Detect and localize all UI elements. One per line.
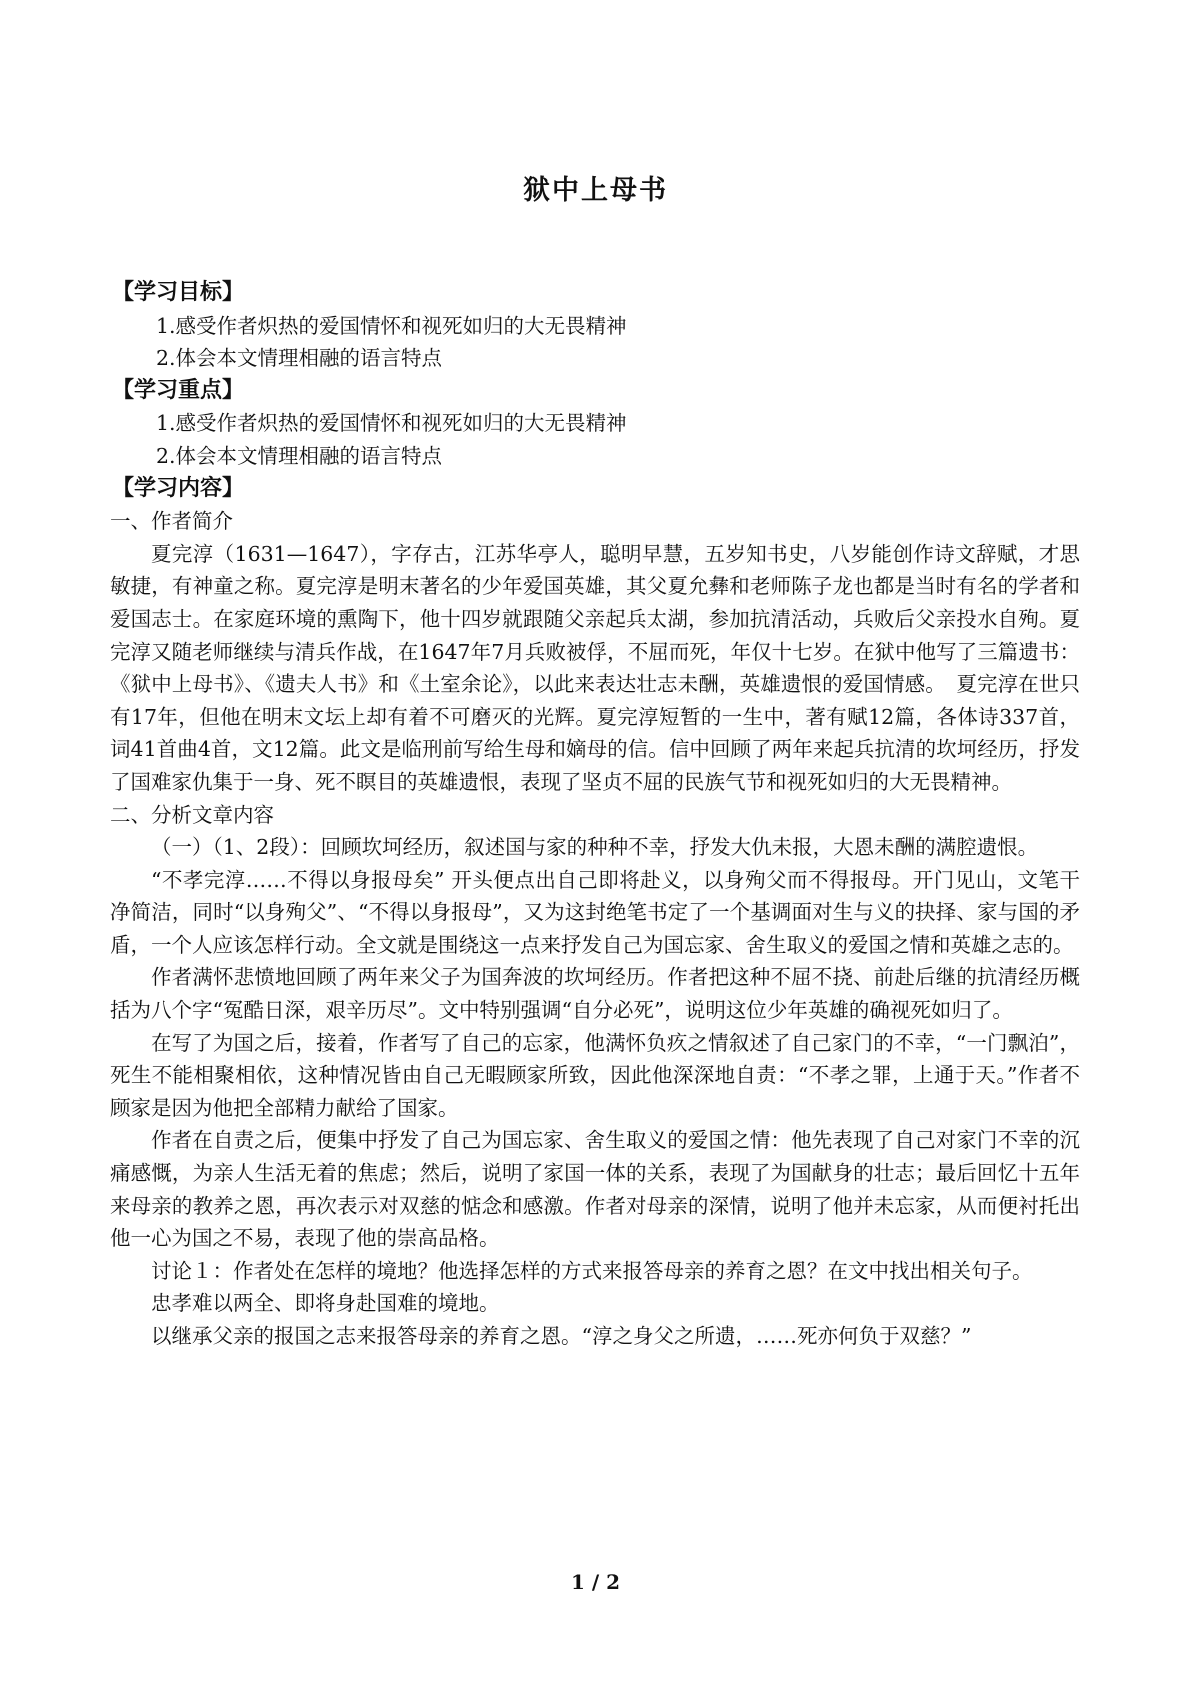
page-number: 1 / 2 bbox=[570, 1570, 621, 1594]
focus-item-1: 1.感受作者炽热的爱国情怀和视死如归的大无畏精神 bbox=[156, 411, 627, 436]
paragraph-discussion-1: 讨论１：作者处在怎样的境地？他选择怎样的方式来报答母亲的养育之恩？在文中找出相关句子。 bbox=[151, 1258, 1033, 1283]
focus-item-2: 2.体会本文情理相融的语言特点 bbox=[156, 443, 443, 468]
section-heading-goals: 【学习目标】 bbox=[112, 280, 245, 305]
paragraph-analysis-2: 作者满怀悲愤地回顾了两年来父子为国奔波的坎坷经历。作者把这种不屈不挠、前赴后继的抗清经历概括为八个字“冤酷日深，艰辛历尽”。文中特别强调“自分必死”，说明这位少年英雄的确视死如归了。 bbox=[110, 965, 1080, 1023]
section-heading-focus: 【学习重点】 bbox=[112, 377, 245, 403]
paragraph-analysis-4: 作者在自责之后，便集中抒发了自己为国忘家、舍生取义的爱国之情：他先表现了自己对家门不幸的沉痛感慨，为亲人生活无着的焦虑；然后，说明了家国一体的关系，表现了为国献身的壮志；最后回忆十五年来母亲的教养之恩，再次表示对双慈的惦念和感激。作者对母亲的深情，说明了他并未忘家，从而便衬托出他一心为国之不易，表现了他的崇高品格。 bbox=[110, 1128, 1080, 1251]
document-title: 狱中上母书 bbox=[523, 175, 668, 206]
paragraph-analysis-3: 在写了为国之后，接着，作者写了自己的忘家，他满怀负疚之情叙述了自己家门的不幸，“一门飘泊”，死生不能相聚相依，这种情况皆由自己无暇顾家所致，因此他深深地自责：“不孝之罪，上通于天。”作者不顾家是因为他把全部精力献给了国家。 bbox=[110, 1030, 1080, 1120]
paragraph-part-1: （一）（1、2段）：回顾坎坷经历，叙述国与家的种种不幸，抒发大仇未报，大恩未酬的满腔遗恨。 bbox=[151, 835, 1039, 860]
goal-item-2: 2.体会本文情理相融的语言特点 bbox=[156, 346, 443, 371]
paragraph-answer-2: 以继承父亲的报国之志来报答母亲的养育之恩。“淳之身父之所遗，……死亦何负于双慈？” bbox=[151, 1324, 972, 1348]
section-heading-content: 【学习内容】 bbox=[112, 475, 245, 501]
paragraph-author-bio: 夏完淳（1631—1647），字存古，江苏华亭人，聪明早慧，五岁知书史，八岁能创作诗文辞赋，才思敏捷，有神童之称。夏完淳是明末著名的少年爱国英雄，其父夏允彝和老师陈子龙也都是当时有名的学者和爱国志士。在家庭环境的熏陶下，他十四岁就跟随父亲起兵太湖，参加抗清活动，兵败后父亲投水自殉。夏完淳又随老师继续与清兵作战，在1647年7月兵败被俘，不屈而死，年仅十七岁。在狱中他写了三篇遗书：《狱中上母书》、《遗夫人书》和《土室余论》，以此来表达壮志未酬，英雄遗恨的爱国情感。 夏完淳在世只有17年，但他在明末文坛上却有着不可磨灭的光辉。夏完淳短暂的一生中，著有赋12篇，各体诗337首，词41首曲4首，文12篇。此文是临刑前写给生母和嫡母的信。信中回顾了两年来起兵抗清的坎坷经历，抒发了国难家仇集于一身、死不瞑目的英雄遗恨，表现了坚贞不屈的民族气节和视死如归的大无畏精神。 bbox=[110, 541, 1080, 794]
subsection-author-intro: 一、作者简介 bbox=[110, 509, 233, 534]
subsection-analysis: 二、分析文章内容 bbox=[110, 802, 274, 827]
document-body bbox=[110, 277, 1080, 1353]
goal-item-1: 1.感受作者炽热的爱国情怀和视死如归的大无畏精神 bbox=[156, 313, 627, 338]
paragraph-answer-1: 忠孝难以两全、即将身赴国难的境地。 bbox=[151, 1291, 500, 1316]
paragraph-analysis-1: “不孝完淳……不得以身报母矣” 开头便点出自己即将赴义，以身殉父而不得报母。开门见山，文笔干净简洁，同时“以身殉父”、“不得以身报母”，又为这封绝笔书定了一个基调面对生与义的抉择、家与国的矛盾，一个人应该怎样行动。全文就是围绕这一点来抒发自己为国忘家、舍生取义的爱国之情和英雄之志的。 bbox=[110, 867, 1080, 957]
